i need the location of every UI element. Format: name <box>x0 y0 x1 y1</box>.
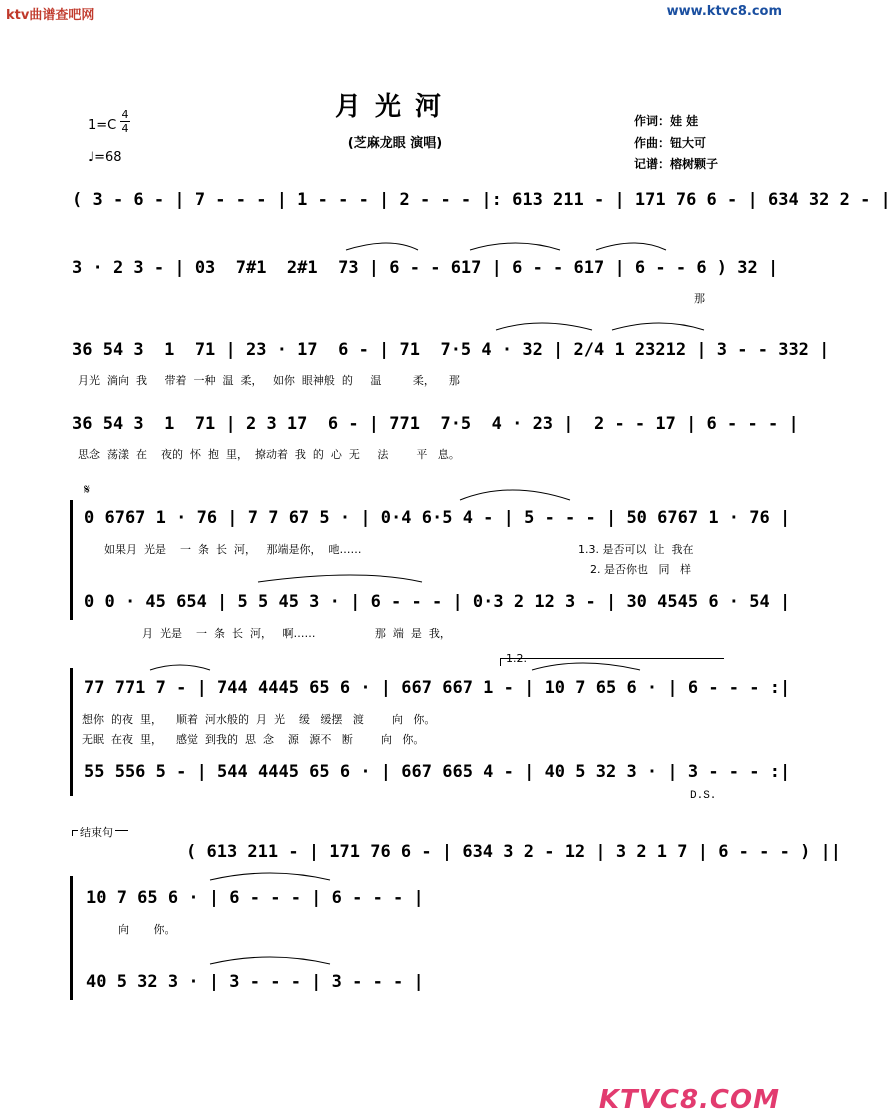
ds-marking: D.S. <box>690 790 717 802</box>
lyric-row-3: 月光 淌向 我 带着 一种 温 柔， 如你 眼神般 的 温 柔， 那 <box>78 374 460 387</box>
lyric-row-2: 那 <box>694 292 705 305</box>
score-row-1: ( 3 - 6 - | 7 - - - | 1 - - - | 2 - - - |: 613 211 - | 171 76 6 - | 634 32 2 - | <box>72 190 891 210</box>
slur-1 <box>346 243 418 250</box>
coda-lyric: 向 你。 <box>118 923 176 936</box>
lyric-row-5-upper: 如果月 光是 一 条 长 河， 那端是你， 吔…… <box>104 543 362 556</box>
slur-3 <box>596 243 666 250</box>
coda-row-lower: 40 5 32 3 · | 3 - - - | 3 - - - | <box>86 972 424 992</box>
score-row-4: 36 54 3 1 71 | 2 3 17 6 - | 771 7·5 4 · 23 | 2 - - 17 | 6 - - - | <box>72 414 799 434</box>
coda-intro-row: ( 613 211 - | 171 76 6 - | 634 3 2 - 12 | 3 2 1 7 | 6 - - - ) || <box>186 842 842 862</box>
song-title: 月光河 <box>334 92 455 122</box>
lyric-row-6-verse2: 无眠 在夜 里， 感觉 到我的 思 念 源 源不 断 向 你。 <box>82 733 425 746</box>
score-row-5-lower: 0 0 · 45 654 | 5 5 45 3 · | 6 - - - | 0·3 2 12 3 - | 30 4545 6 · 54 | <box>84 592 791 612</box>
lyric-row-5-verse13: 1.3. 是否可以 让 我在 <box>578 543 694 556</box>
score-row-6-lower: 55 556 5 - | 544 4445 65 6 · | 667 665 4 - | 40 5 32 3 · | 3 - - - :| <box>84 762 791 782</box>
lyric-row-5-verse2: 2. 是否你也 同 样 <box>590 563 691 576</box>
coda-label: 结束句 <box>80 826 113 839</box>
slur-5 <box>612 323 704 330</box>
slur-9 <box>532 663 640 670</box>
slur-7 <box>258 575 422 582</box>
site-url-right[interactable]: www.ktvc8.com <box>666 4 782 19</box>
score-row-6-upper: 77 771 7 - | 744 4445 65 6 · | 667 667 1 - | 10 7 65 6 · | 6 - - - :| <box>84 678 791 698</box>
segno-sign: 𝄋 <box>84 482 91 498</box>
slur-8 <box>150 665 210 670</box>
slur-4 <box>496 323 592 330</box>
tempo-marking: ♩=68 <box>88 150 122 165</box>
score-row-2: 3 · 2 3 - | 03 7#1 2#1 73 | 6 - - 617 | 6 - - 617 | 6 - - 6 ) 32 | <box>72 258 779 278</box>
slur-6 <box>460 490 570 500</box>
lyric-row-4: 思念 荡漾 在 夜的 怀 抱 里， 撩动着 我 的 心 无 法 平 息。 <box>78 448 460 461</box>
lyricist-credit: 作词：娃 娃 <box>634 114 699 128</box>
performer-subtitle: (芝麻龙眼 演唱) <box>347 136 443 151</box>
watermark-logo: KTVC8.COM <box>598 1085 780 1115</box>
score-row-5-upper: 0 6767 1 · 76 | 7 7 67 5 · | 0·4 6·5 4 - | 5 - - - | 50 6767 1 · 76 | <box>84 508 791 528</box>
lyric-row-5-lower: 月 光是 一 条 长 河， 啊…… 那 端 是 我， <box>142 627 451 640</box>
ending-marker: 1.2. <box>506 652 527 665</box>
slur-group <box>150 243 704 964</box>
composer-credit: 作曲：钮大可 <box>634 136 707 150</box>
slur-11 <box>210 957 330 964</box>
score-row-3: 36 54 3 1 71 | 23 · 17 6 - | 71 7·5 4 · 32 | 2/4 1 23212 | 3 - - 332 | <box>72 340 830 360</box>
time-signature-top: 4 <box>121 108 129 121</box>
time-signature-bottom: 4 <box>121 122 129 135</box>
key-signature: 1=C <box>88 118 117 133</box>
site-name-left: ktv曲谱查吧网 <box>6 8 95 23</box>
transcriber-credit: 记谱：榕树颗子 <box>634 157 719 171</box>
lyric-row-6-verse1: 想你 的夜 里， 顺着 河水般的 月 光 缓 缓摆 渡 向 你。 <box>82 713 436 726</box>
slur-10 <box>210 873 330 880</box>
slur-2 <box>470 243 560 250</box>
coda-row-upper: 10 7 65 6 · | 6 - - - | 6 - - - | <box>86 888 424 908</box>
